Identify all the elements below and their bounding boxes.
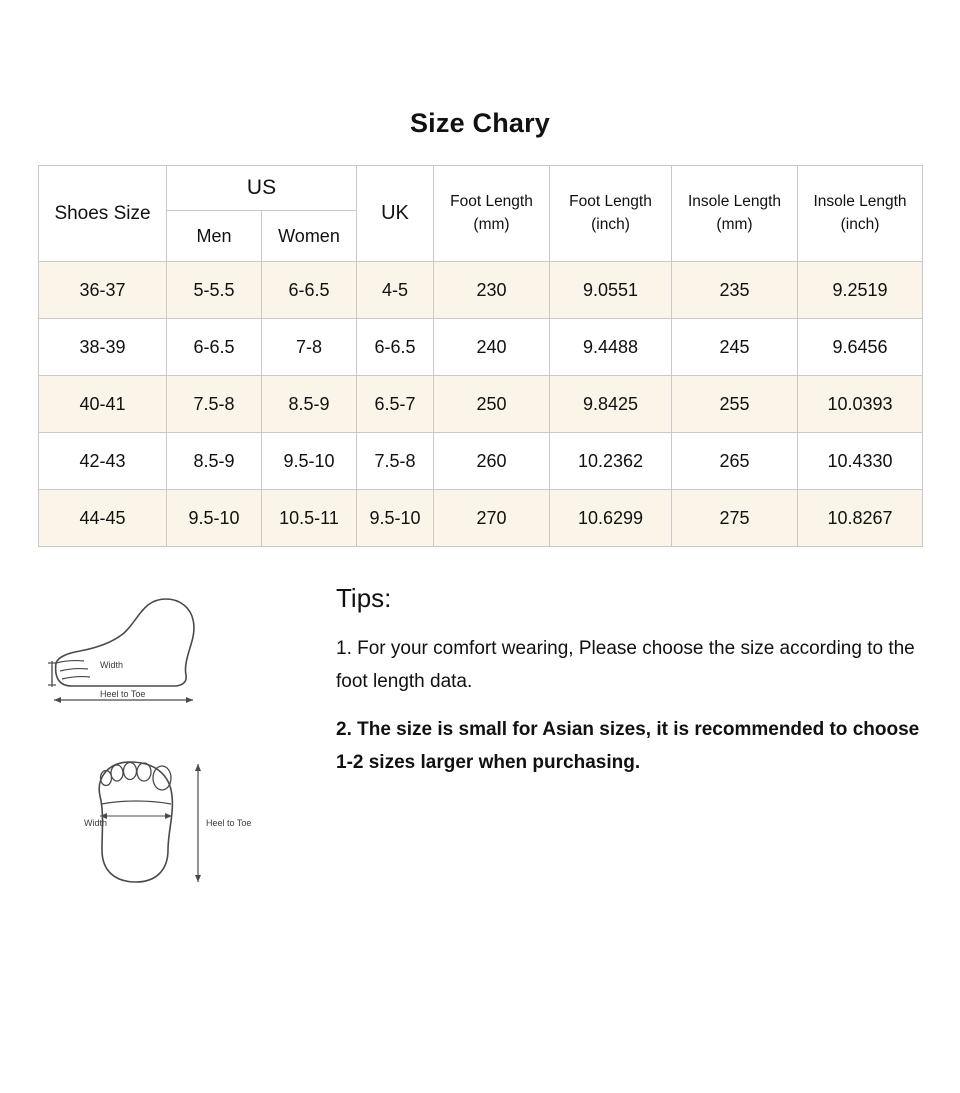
cell-insole-mm: 265 <box>672 433 798 490</box>
table-header-row-1 <box>39 166 923 211</box>
tips-title: Tips: <box>336 583 392 613</box>
header-foot-length-mm-line2: (mm) <box>473 215 510 233</box>
cell-foot-mm: 260 <box>434 433 550 490</box>
cell-us-women: 6-6.5 <box>262 262 357 319</box>
foot-side-view-diagram <box>38 591 328 726</box>
foot-measurement-diagrams <box>38 583 328 928</box>
cell-foot-inch: 9.4488 <box>550 319 672 376</box>
top-view-heel-to-toe-label: Heel to Toe <box>206 818 252 828</box>
cell-foot-mm: 270 <box>434 490 550 547</box>
page-title: Size Chary <box>409 108 551 138</box>
cell-insole-inch: 10.4330 <box>798 433 923 490</box>
table-row <box>39 376 923 433</box>
top-view-width-label: Width <box>84 818 108 828</box>
size-chart-table <box>38 165 923 547</box>
header-insole-length-inch-line2: (inch) <box>840 215 880 233</box>
cell-us-men: 6-6.5 <box>167 319 262 376</box>
cell-uk: 6.5-7 <box>357 376 434 433</box>
cell-us-women: 8.5-9 <box>262 376 357 433</box>
header-us-women: Women <box>262 211 357 262</box>
cell-us-women: 10.5-11 <box>262 490 357 547</box>
side-view-heel-to-toe-label: Heel to Toe <box>100 689 146 699</box>
header-insole-length-inch <box>798 166 923 262</box>
cell-shoes-size: 42-43 <box>39 433 167 490</box>
header-insole-length-mm <box>672 166 798 262</box>
cell-us-men: 5-5.5 <box>167 262 262 319</box>
table-body <box>39 262 923 547</box>
cell-foot-inch: 10.2362 <box>550 433 672 490</box>
cell-insole-inch: 9.6456 <box>798 319 923 376</box>
tip-item-1: 1. For your comfort wearing, Please choose the size according to the foot length data. <box>336 638 915 693</box>
tip-item-2: 2. The size is small for Asian sizes, it is recommended to choose 1-2 sizes larger when purchasing. <box>336 718 920 773</box>
header-foot-length-mm-line1: Foot Length <box>450 193 533 211</box>
cell-shoes-size: 36-37 <box>39 262 167 319</box>
cell-shoes-size: 40-41 <box>39 376 167 433</box>
header-insole-length-mm-line1: Insole Length <box>687 193 782 211</box>
cell-insole-inch: 9.2519 <box>798 262 923 319</box>
cell-us-men: 8.5-9 <box>167 433 262 490</box>
cell-insole-mm: 275 <box>672 490 798 547</box>
cell-shoes-size: 44-45 <box>39 490 167 547</box>
header-foot-length-inch-line1: Foot Length <box>569 193 652 211</box>
cell-foot-inch: 9.8425 <box>550 376 672 433</box>
header-foot-length-inch <box>550 166 672 262</box>
cell-uk: 6-6.5 <box>357 319 434 376</box>
cell-insole-mm: 245 <box>672 319 798 376</box>
size-chart-table-wrapper <box>38 165 922 547</box>
cell-foot-mm: 250 <box>434 376 550 433</box>
cell-foot-inch: 10.6299 <box>550 490 672 547</box>
table-row <box>39 319 923 376</box>
table-row <box>39 490 923 547</box>
table-head <box>39 166 923 262</box>
side-view-width-label: Width <box>100 660 124 670</box>
foot-side-view-svg <box>38 591 268 721</box>
tips-section <box>328 583 922 928</box>
cell-uk: 9.5-10 <box>357 490 434 547</box>
cell-insole-mm: 235 <box>672 262 798 319</box>
header-insole-length-inch-line1: Insole Length <box>813 193 907 211</box>
table-row <box>39 262 923 319</box>
header-foot-length-mm <box>434 166 550 262</box>
cell-foot-inch: 9.0551 <box>550 262 672 319</box>
cell-uk: 4-5 <box>357 262 434 319</box>
foot-top-view-svg <box>38 752 268 897</box>
header-shoes-size: Shoes Size <box>39 166 167 262</box>
header-foot-length-inch-line2: (inch) <box>591 215 630 233</box>
cell-us-women: 7-8 <box>262 319 357 376</box>
cell-uk: 7.5-8 <box>357 433 434 490</box>
cell-insole-inch: 10.8267 <box>798 490 923 547</box>
cell-foot-mm: 240 <box>434 319 550 376</box>
cell-us-men: 9.5-10 <box>167 490 262 547</box>
cell-insole-inch: 10.0393 <box>798 376 923 433</box>
header-insole-length-mm-line2: (mm) <box>716 215 753 233</box>
lower-section <box>0 583 960 928</box>
foot-top-view-diagram <box>38 752 328 902</box>
cell-us-women: 9.5-10 <box>262 433 357 490</box>
cell-insole-mm: 255 <box>672 376 798 433</box>
table-row <box>39 433 923 490</box>
cell-shoes-size: 38-39 <box>39 319 167 376</box>
header-us-men: Men <box>167 211 262 262</box>
cell-foot-mm: 230 <box>434 262 550 319</box>
cell-us-men: 7.5-8 <box>167 376 262 433</box>
header-us: US <box>167 166 357 211</box>
header-uk: UK <box>357 166 434 262</box>
